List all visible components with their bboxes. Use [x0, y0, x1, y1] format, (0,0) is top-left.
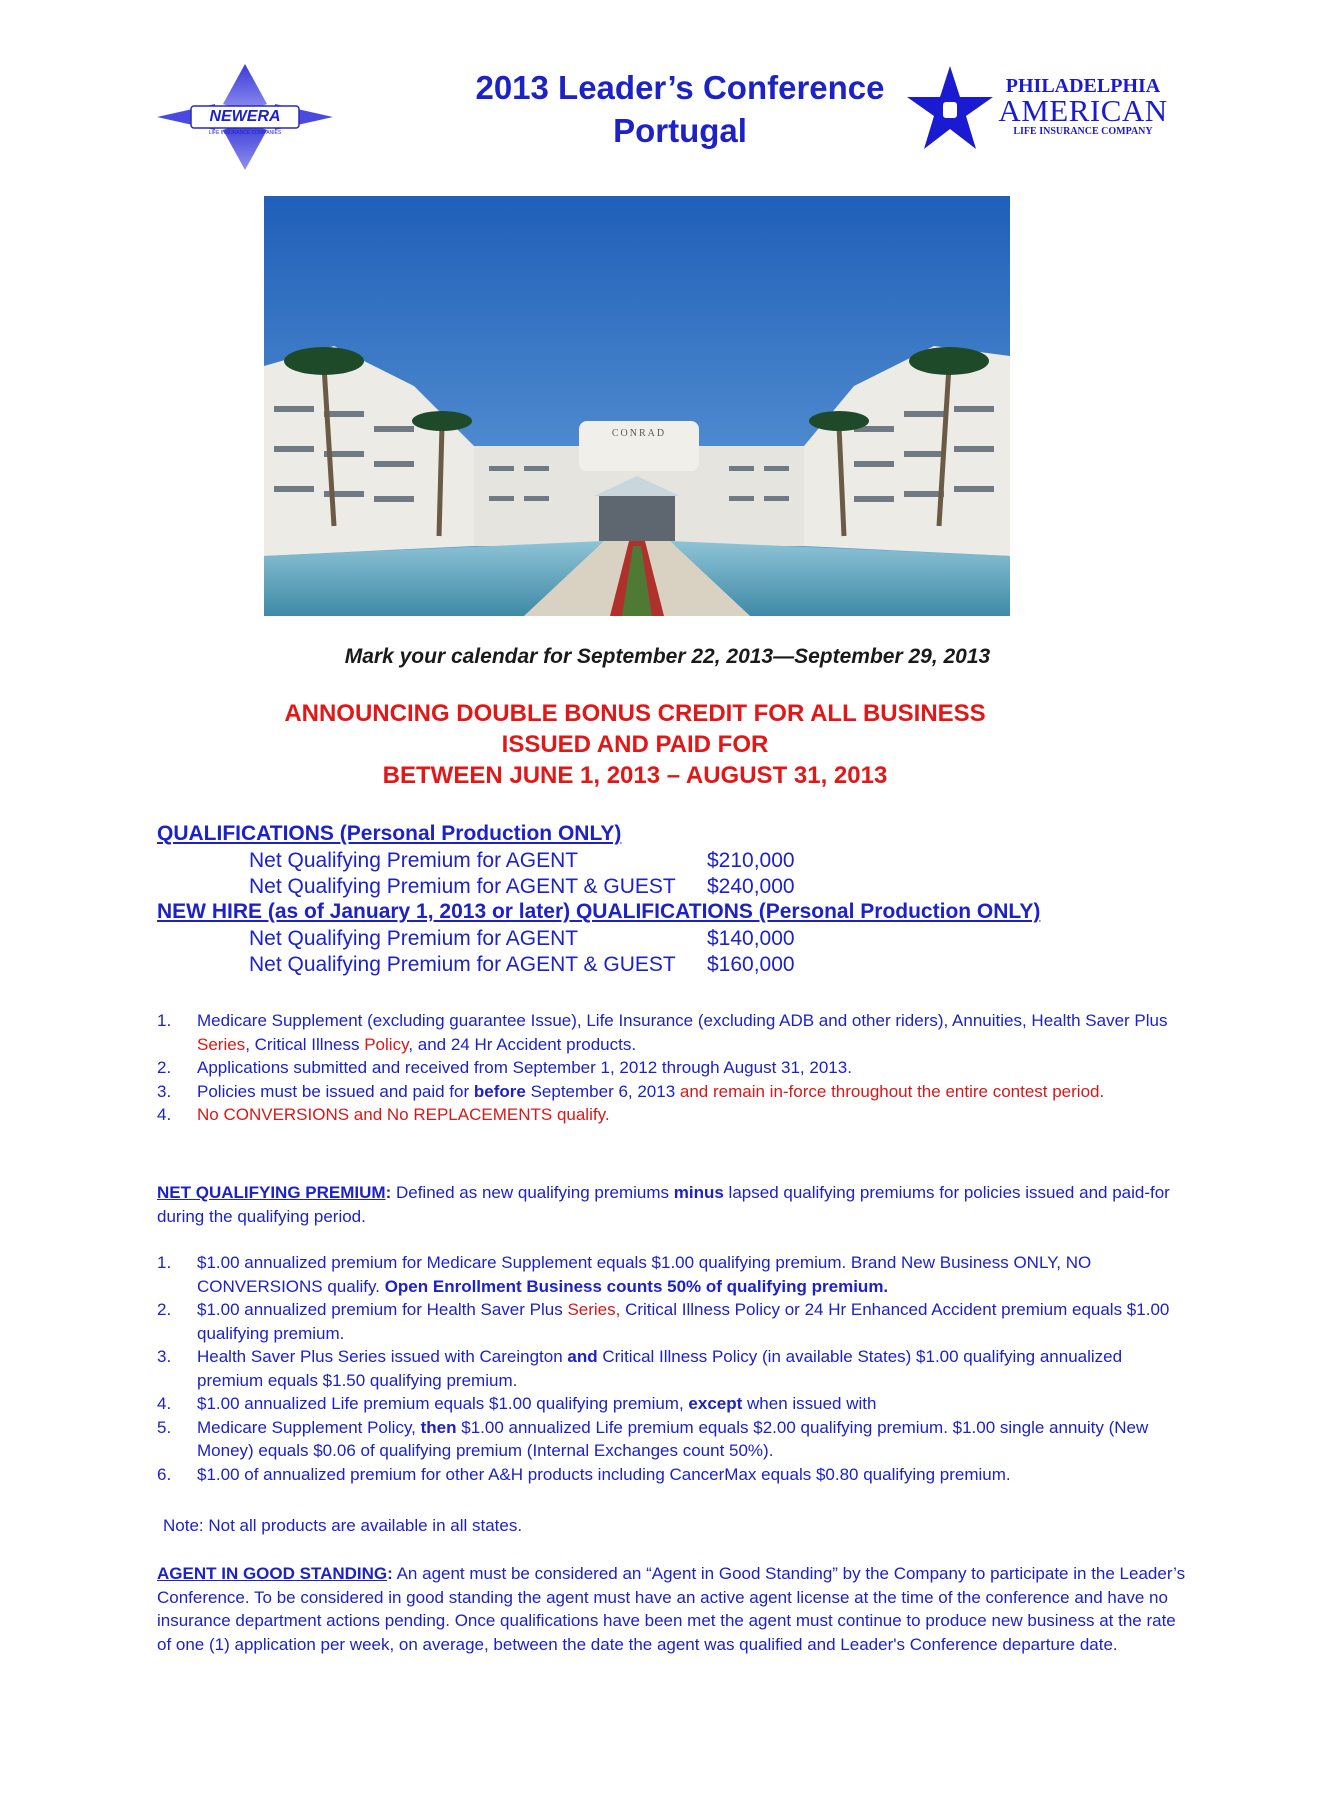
list-item: 3. Health Saver Plus Series issued with Careington and Critical Illness Policy (in available States) $1.00 qualifying annualized premium equals $1.50 qualifying premium.: [157, 1347, 1123, 1390]
calendar-dates: Mark your calendar for September 22, 2013—September 29, 2013: [344, 645, 991, 668]
new-hire-amount: $140,000: [707, 927, 795, 950]
hotel-sign: CONRAD: [611, 428, 667, 439]
qualification-label: Net Qualifying Premium for AGENT & GUEST: [249, 875, 676, 898]
net-qualifying-premium-paragraph: NET QUALIFYING PREMIUM: Defined as new qualifying premiums minus lapsed qualifying premiums for policies issued and paid-for during the qualifying period.: [157, 1183, 1170, 1226]
star-icon: [905, 64, 995, 156]
qualification-amount: $210,000: [707, 849, 795, 872]
newera-logo-text: NEWERA: [209, 108, 281, 125]
qualification-row: [0, 848, 1335, 874]
premium-credit-list: [157, 1251, 1187, 1486]
list-item: 4. No CONVERSIONS and No REPLACEMENTS qualify.: [157, 1105, 610, 1124]
list-item: 3. Policies must be issued and paid for before September 6, 2013 and remain in-force throughout the entire contest period.: [157, 1081, 1105, 1101]
list-item: 1. $1.00 annualized premium for Medicare Supplement equals $1.00 qualifying premium. Brand New Business ONLY, NO CONVERSIONS qualify. Open Enrollment Business counts 50% of qualifying premium.: [157, 1253, 1092, 1296]
announcement-line-3: BETWEEN JUNE 1, 2013 – AUGUST 31, 2013: [382, 762, 888, 789]
page-title: [380, 66, 980, 152]
qualification-label: Net Qualifying Premium for AGENT: [249, 849, 579, 872]
title-line-1: 2013 Leader’s Conference: [475, 69, 885, 106]
qualifications-heading: QUALIFICATIONS (Personal Production ONLY): [157, 822, 622, 845]
new-hire-amount: $160,000: [707, 953, 795, 976]
list-item: 1. Medicare Supplement (excluding guarantee Issue), Life Insurance (excluding ADB and other riders), Annuities, Health Saver Plus Series, Critical Illness Policy, and 24 Hr Accident products.: [157, 1011, 1168, 1054]
availability-note: Note: Not all products are available in all states.: [163, 1516, 523, 1535]
list-item: 4. $1.00 annualized Life premium equals $1.00 qualifying premium, except when issued with: [157, 1394, 877, 1413]
title-line-2: Portugal: [613, 112, 747, 149]
net-qualifying-heading: NET QUALIFYING PREMIUM: [157, 1183, 386, 1202]
announcement-line-1: ANNOUNCING DOUBLE BONUS CREDIT FOR ALL BUSINESS: [284, 700, 986, 727]
newera-logo: [155, 62, 335, 172]
newera-logo-subtext: LIFE INSURANCE COMPANIES: [208, 130, 282, 136]
list-item: 2. $1.00 annualized premium for Health Saver Plus Series, Critical Illness Policy or 24 Hr Enhanced Accident premium equals $1.00 qualifying premium.: [157, 1300, 1170, 1343]
logo-line-2: AMERICAN: [998, 93, 1168, 128]
qualification-amount: $240,000: [707, 875, 795, 898]
logo-line-3: LIFE INSURANCE COMPANY: [1013, 126, 1153, 137]
contest-rules-list: [157, 1009, 1187, 1127]
new-hire-row: [0, 952, 1335, 978]
list-item: 6. $1.00 of annualized premium for other A&H products including CancerMax equals $0.80 qualifying premium.: [157, 1464, 1011, 1484]
list-item: 5. Medicare Supplement Policy, then $1.00 annualized Life premium equals $2.00 qualifying premium. $1.00 single annuity (New Money) equals $0.06 of qualifying premium (Internal Exchanges count 50%).: [157, 1417, 1149, 1460]
list-item: 2. Applications submitted and received from September 1, 2012 through August 31, 2013.: [157, 1058, 852, 1077]
qualification-row: [0, 874, 1335, 900]
good-standing-paragraph: AGENT IN GOOD STANDING: An agent must be considered an “Agent in Good Standing” by the Company to participate in the Leader’s Conference. To be considered in good standing the agent must have an active agent license at the time of the conference and have no insurance department actions pending. Once qualifications have been met the agent must continue to produce new business at the rate of one (1) application per week, on average, between the date the agent was qualified and Leader's Conference departure date.: [157, 1564, 1186, 1654]
new-hire-label: Net Qualifying Premium for AGENT: [249, 927, 579, 950]
logo-line-1: PHILADELPHIA: [1005, 75, 1161, 97]
new-hire-row: [0, 926, 1335, 952]
good-standing-heading: AGENT IN GOOD STANDING: [157, 1564, 388, 1583]
bonus-announcement: [0, 698, 1270, 791]
new-hire-heading: NEW HIRE (as of January 1, 2013 or later) QUALIFICATIONS (Personal Production ONLY): [157, 900, 1041, 923]
new-hire-label: Net Qualifying Premium for AGENT & GUEST: [249, 953, 676, 976]
philadelphia-american-logo: [905, 64, 1175, 159]
hotel-photo: [264, 196, 1010, 616]
announcement-line-2: ISSUED AND PAID FOR: [501, 731, 769, 758]
